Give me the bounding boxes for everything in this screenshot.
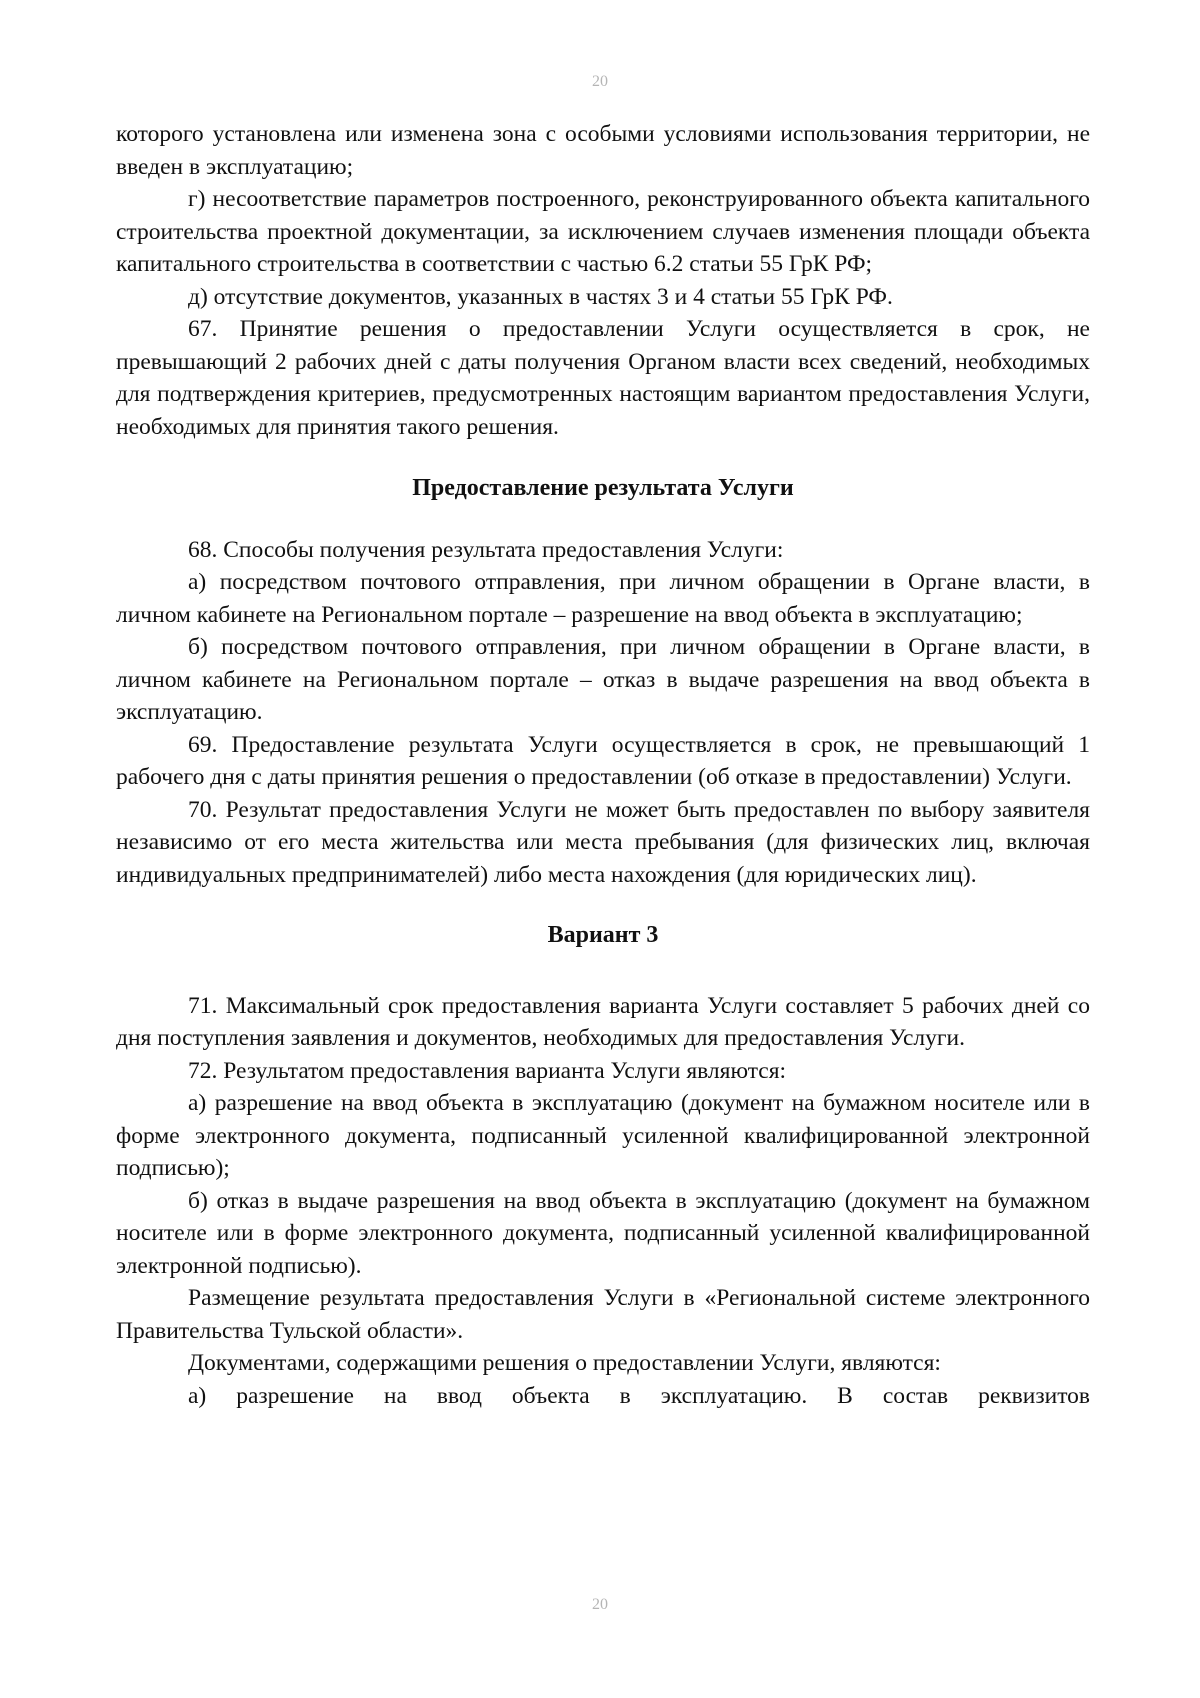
paragraph: б) отказ в выдаче разрешения на ввод объекта в эксплуатацию (документ на бумажном носителе или в форме электронного документа, подписанный усиленной квалифицированной электронной подписью).	[116, 1187, 1090, 1279]
paragraph: которого установлена или изменена зона с особыми условиями использования территории, не введен в эксплуатацию;	[116, 121, 1090, 180]
page-number-top: 20	[592, 73, 608, 90]
paragraph: а) посредством почтового отправления, при личном обращении в Органе власти, в личном кабинете на Региональном портале – разрешение на ввод объекта в эксплуатацию;	[116, 569, 1090, 628]
paragraph: а) разрешение на ввод объекта в эксплуатацию. В состав реквизитов	[188, 1382, 1090, 1409]
paragraph: 72. Результатом предоставления варианта Услуги являются:	[188, 1057, 787, 1084]
paragraph: г) несоответствие параметров построенного, реконструированного объекта капитального строительства проектной документации, за исключением случаев изменения площади объекта капитального строительства в соответствии с частью 6.2 статьи 55 ГрК РФ;	[116, 186, 1090, 277]
paragraph: Размещение результата предоставления Услуги в «Региональной системе электронного Правительства Тульской области».	[116, 1285, 1090, 1344]
page-number-bottom: 20	[592, 1596, 608, 1613]
paragraph: 69. Предоставление результата Услуги осуществляется в срок, не превышающий 1 рабочего дня с даты принятия решения о предоставлении (об отказе в предоставлении) Услуги.	[116, 731, 1090, 790]
paragraph: б) посредством почтового отправления, при личном обращении в Органе власти, в личном кабинете на Региональном портале – отказ в выдаче разрешения на ввод объекта в эксплуатацию.	[116, 634, 1090, 725]
section-heading: Предоставление результата Услуги	[412, 475, 794, 501]
paragraph: д) отсутствие документов, указанных в частях 3 и 4 статьи 55 ГрК РФ.	[188, 283, 893, 310]
paragraph: 71. Максимальный срок предоставления варианта Услуги составляет 5 рабочих дней со дня поступления заявления и документов, необходимых для предоставления Услуги.	[116, 992, 1090, 1051]
paragraph: Документами, содержащими решения о предоставлении Услуги, являются:	[188, 1350, 941, 1376]
paragraph: 70. Результат предоставления Услуги не может быть предоставлен по выбору заявителя независимо от его места жительства или места пребывания (для физических лиц, включая индивидуальных предпринимателей) либо места нахождения (для юридических лиц).	[116, 796, 1090, 888]
document-body	[116, 118, 1090, 1412]
paragraph: 68. Способы получения результата предоставления Услуги:	[188, 536, 784, 563]
paragraph: а) разрешение на ввод объекта в эксплуатацию (документ на бумажном носителе или в форме электронного документа, подписанный усиленной квалифицированной электронной подписью);	[116, 1090, 1090, 1181]
section-heading: Вариант 3	[547, 922, 659, 948]
paragraph: 67. Принятие решения о предоставлении Услуги осуществляется в срок, не превышающий 2 рабочих дней с даты получения Органом власти всех сведений, необходимых для подтверждения критериев, предусмотренных настоящим вариантом предоставления Услуги, необходимых для принятия такого решения.	[116, 316, 1090, 440]
